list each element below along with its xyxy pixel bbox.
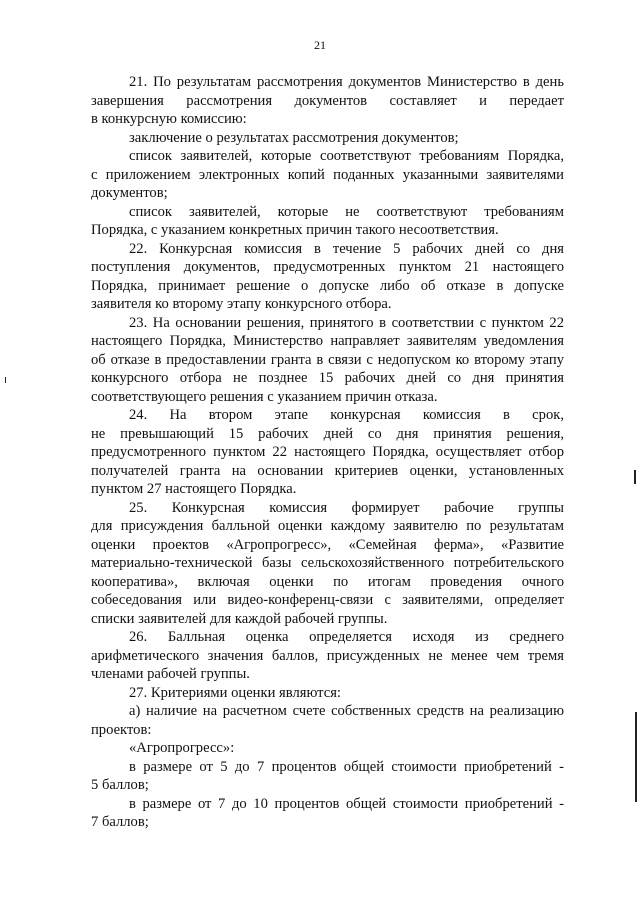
text-line: заявителя ко второму этапу конкурсного отбора.: [91, 296, 392, 312]
text-line: членами рабочей группы.: [91, 666, 250, 682]
text-line: «Агропрогресс»:: [129, 740, 235, 756]
text-line: 25. Конкурсная комиссия формирует рабочие группы: [129, 499, 564, 516]
text-line: об отказе в предоставлении гранта в связи с недопуском ко второму этапу: [91, 351, 564, 368]
text-line: получателей гранта на основании критериев оценки, установленных: [91, 462, 564, 479]
paragraph-p25: [91, 499, 564, 629]
paragraph-p27-a-1: [91, 758, 564, 795]
text-line: арифметического значения баллов, присужденных не менее чем тремя: [91, 647, 564, 664]
paragraph-p21-b: [91, 147, 564, 203]
page-number: 21: [314, 38, 326, 52]
paragraph-p27-a: [91, 702, 564, 739]
scan-mark: [635, 712, 637, 802]
text-line: 7 баллов;: [91, 814, 149, 830]
text-line: настоящего Порядка, Министерство направляет заявителям уведомления: [91, 333, 564, 349]
text-line: предусмотренного пунктом 22 настоящего Порядка, осуществляет отбор: [91, 444, 564, 460]
scan-mark: [5, 377, 6, 383]
paragraph-p27: [91, 684, 564, 703]
text-line: 22. Конкурсная комиссия в течение 5 рабочих дней со дня: [129, 240, 564, 257]
text-line: собеседования или видео-конференц-связи с заявителями, определяет: [91, 592, 564, 608]
document-body: [91, 73, 564, 832]
paragraph-p24: [91, 406, 564, 499]
text-line: материально-технической базы сельскохозяйственного потребительского: [91, 555, 564, 571]
text-line: 26. Балльная оценка определяется исходя из среднего: [129, 629, 564, 645]
paragraph-p27-a-title: [91, 739, 564, 758]
text-line: заключение о результатах рассмотрения документов;: [129, 129, 459, 146]
text-line: в размере от 5 до 7 процентов общей стоимости приобретений -: [129, 758, 564, 775]
paragraph-p26: [91, 628, 564, 684]
text-line: поступления документов, предусмотренных пунктом 21 настоящего: [91, 259, 564, 275]
text-line: 27. Критериями оценки являются:: [129, 684, 341, 701]
paragraph-p21-c: [91, 203, 564, 240]
paragraph-p23: [91, 314, 564, 407]
scan-mark: [634, 470, 636, 484]
text-line: Порядка, принимает решение о допуске либо об отказе в допуске: [91, 277, 564, 294]
text-line: Порядка, с указанием конкретных причин такого несоответствия.: [91, 222, 499, 238]
text-line: списки заявителей для каждой рабочей группы.: [91, 610, 388, 627]
text-line: завершения рассмотрения документов составляет и передает: [91, 92, 564, 109]
paragraph-p22: [91, 240, 564, 314]
paragraph-p21-a: [91, 129, 564, 148]
text-line: соответствующего решения с указанием причин отказа.: [91, 388, 438, 405]
text-line: 5 баллов;: [91, 777, 149, 793]
text-line: проектов:: [91, 721, 152, 738]
text-line: в размере от 7 до 10 процентов общей стоимости приобретений -: [129, 795, 564, 812]
text-line: с приложением электронных копий поданных указанными заявителями: [91, 166, 564, 183]
text-line: документов;: [91, 185, 168, 201]
text-line: 21. По результатам рассмотрения документов Министерство в день: [129, 74, 564, 90]
text-line: в конкурсную комиссию:: [91, 111, 247, 127]
text-line: оценки проектов «Агропрогресс», «Семейная ферма», «Развитие: [91, 536, 564, 553]
text-line: а) наличие на расчетном счете собственных средств на реализацию: [129, 703, 564, 719]
paragraph-p21: [91, 73, 564, 129]
text-line: пунктом 27 настоящего Порядка.: [91, 481, 297, 497]
text-line: конкурсного отбора не позднее 15 рабочих дней со дня принятия: [91, 370, 564, 386]
text-line: 24. На втором этапе конкурсная комиссия в срок,: [129, 407, 564, 423]
text-line: список заявителей, которые соответствуют требованиям Порядка,: [129, 148, 564, 164]
text-line: не превышающий 15 рабочих дней со дня принятия решения,: [91, 425, 564, 442]
paragraph-p27-a-2: [91, 795, 564, 832]
text-line: для присуждения балльной оценки каждому заявителю по результатам: [91, 518, 564, 534]
text-line: список заявителей, которые не соответствуют требованиям: [129, 203, 564, 220]
text-line: кооператива», включая оценки по итогам проведения очного: [91, 573, 564, 590]
text-line: 23. На основании решения, принятого в соответствии с пунктом 22: [129, 314, 564, 331]
